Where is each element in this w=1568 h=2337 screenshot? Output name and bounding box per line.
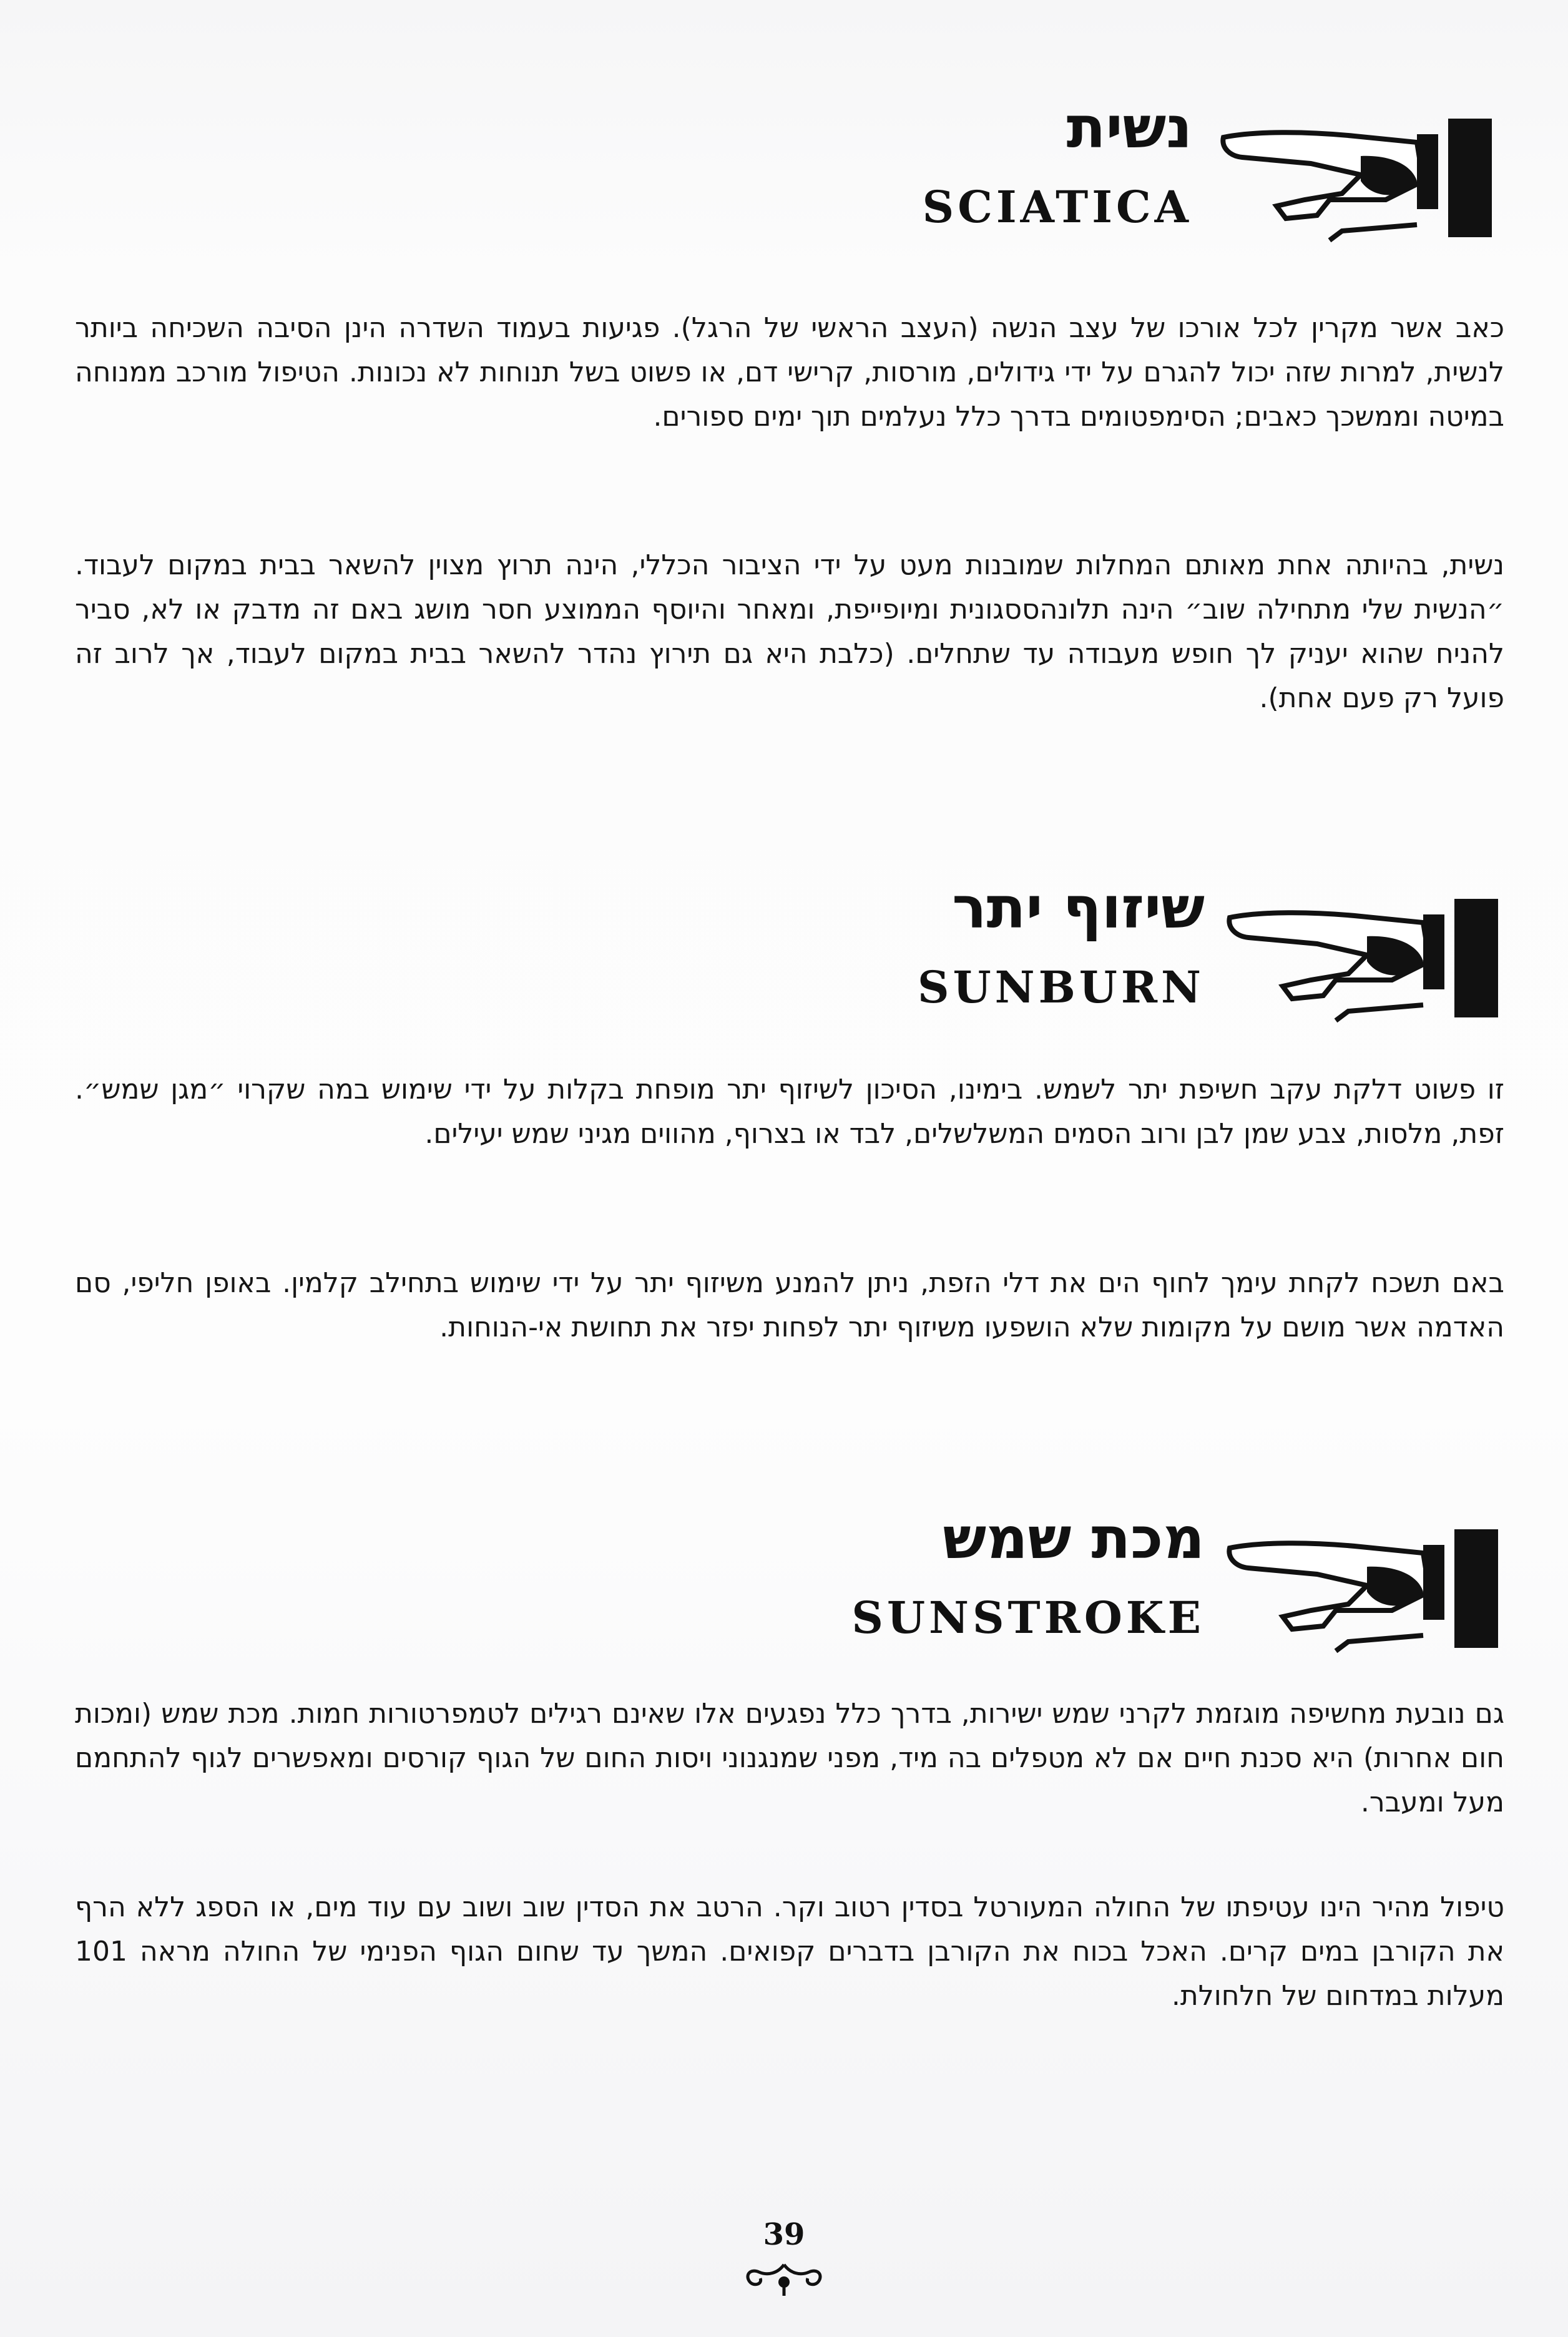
body-paragraph: גם נובעת מחשיפה מוגזמת לקרני שמש ישירות, בדרך כלל נפגעים אלו שאינם רגילים לטמפרטורות חמות. מכת שמש (ומכות חום אחרות) היא סכנת חיים אם לא מטפלים בה מיד, מפני שמנגנוני ויסות החום של הגוף קורסים ומאפשרים לגוף להתחמם מעל ומעבר. [75,1698,1504,1818]
hebrew-title: שיזוף יתר [952,875,1205,941]
body-paragraph: באם תשכח לקחת עימך לחוף הים את דלי הזפת, ניתן להמנע משיזוף יתר על ידי שימוש בתחילב קלמין. באופן חליפי, סם האדמה אשר מושם על מקומות שלא הושפעו משיזוף יתר לפחות יפזר את תחושת אי-הנוחות. [75,1267,1504,1343]
english-title: SCIATICA [922,181,1192,233]
hebrew-title: מכת שמש [943,1505,1205,1572]
body-paragraph: נשית, בהיותה אחת מאותם המחלות שמובנות מעט על ידי הציבור הכללי, הינה תרוץ מצוין להשאר בבית במקום לעבוד. ״הנשית שלי מתחילה שוב״ הינה תלונהססגונית ומיופייפת, ומאחר והיוסף הממוצע חסר מושג באם זה מדבק או לא, סביר להניח שהוא יעניק לך חופש מעבודה עד שתחלים. (כלבת היא גם תירוץ נהדר להשאר בבית במקום לעבוד, אך לרוב זה פועל רק פעם אחת). [75,549,1504,714]
english-title: SUNSTROKE [851,1592,1205,1644]
body-paragraph: טיפול מהיר הינו עטיפתו של החולה המעורטל בסדין רטוב וקר. הרטב את הסדין שוב ושוב עם עוד מים, או הספג ללא הרף את הקורבן במים קרים. האכל בכוח את הקורבן בדברים קפואים. המשך עד שחום הגוף הפנימי של החולה מראה 101 מעלות במדחום של חלחולת. [75,1891,1504,2012]
body-paragraph: כאב אשר מקרין לכל אורכו של עצב הנשה (העצב הראשי של הרגל). פגיעות בעמוד השדרה הינן הסיבה השכיחה ביותר לנשית, למרות שזה יכול להגרם על ידי גידולים, מורסות, קרישי דם, או פשוט בשל תנוחות לא נכונות. הטיפול מורכב ממנוחה במיטה וממשכך כאבים; הסימפטומים בדרך כלל נעלמים תוך ימים ספורים. [75,312,1504,433]
pointing-hand-icon [1223,1517,1511,1660]
section-heading [851,1504,1205,1654]
page-number: 39 [763,2217,805,2252]
pointing-hand-icon [1217,106,1504,250]
flourish-ornament-icon [740,2260,828,2297]
section-heading [905,94,1192,243]
hebrew-title: נשית [1066,94,1192,161]
section-heading [905,874,1205,1024]
english-title: SUNBURN [918,961,1205,1013]
pointing-hand-icon [1223,886,1511,1030]
body-paragraph: זו פשוט דלקת עקב חשיפת יתר לשמש. בימינו, הסיכון לשיזוף יתר מופחת בקלות על ידי שימוש במה שקרוי ״מגן שמש״. זפת, מלסות, צבע שמן לבן ורוב הסמים המשלשלים, לבד או בצרוף, מהווים מגיני שמש יעילים. [75,1074,1504,1150]
